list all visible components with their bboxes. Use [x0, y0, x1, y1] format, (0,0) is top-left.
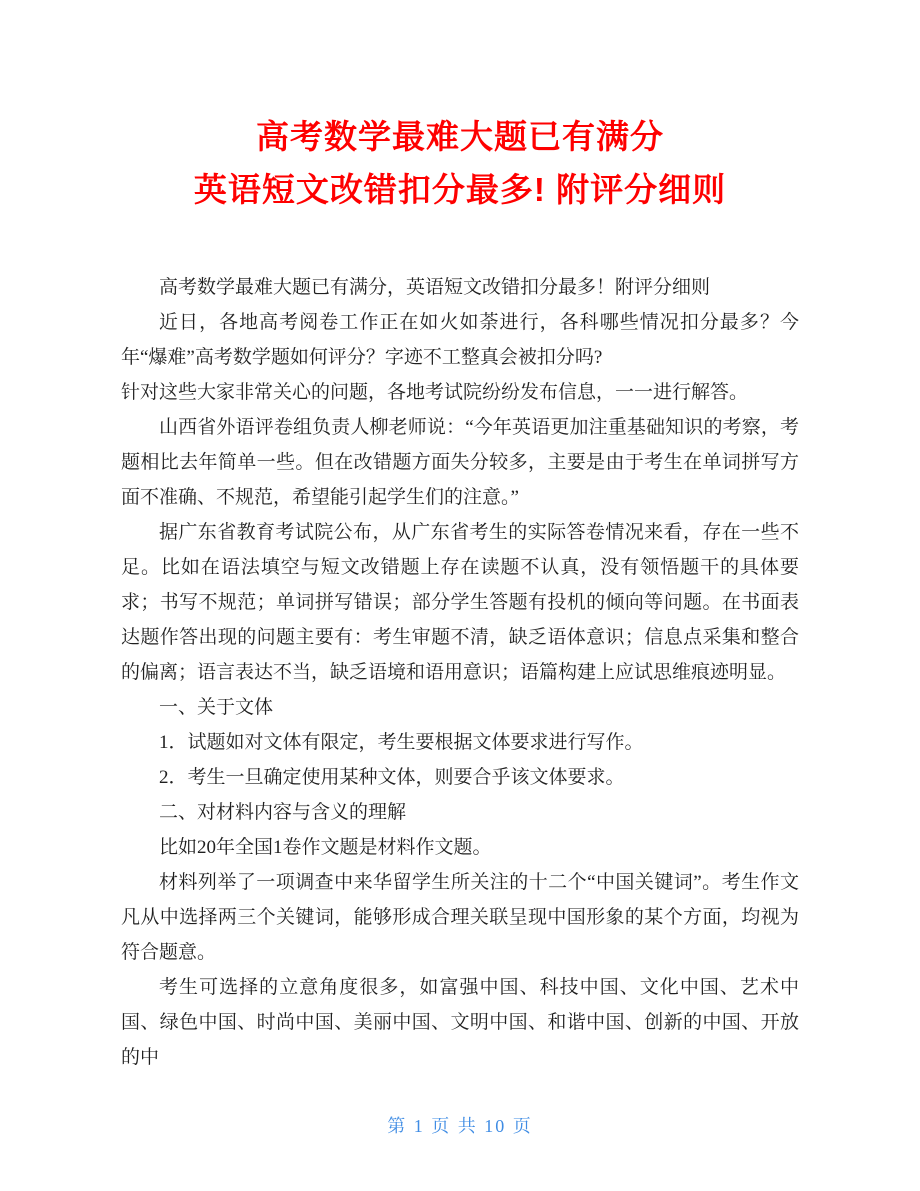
title-line-2: 英语短文改错扣分最多! 附评分细则	[193, 171, 727, 208]
section-heading-1: 一、关于文体	[159, 697, 274, 718]
paragraph-example: 比如20年全国1卷作文题是材料作文题。	[159, 837, 492, 858]
paragraph-keywords: 材料列举了一项调查中来华留学生所关注的十二个“中国关键词”。考生作文凡从中选择两三个关键词，能够形成合理关联呈现中国形象的某个方面，均视为符合题意。	[121, 872, 799, 963]
document-body	[0, 270, 920, 1075]
section-heading-2: 二、对材料内容与含义的理解	[159, 802, 407, 823]
list-item-2: 2．考生一旦确定使用某种文体，则要合乎该文体要求。	[159, 767, 625, 788]
list-item-1: 1．试题如对文体有限定，考生要根据文体要求进行写作。	[159, 732, 644, 753]
title-line-1: 高考数学最难大题已有满分	[256, 118, 664, 155]
paragraph-intro: 高考数学最难大题已有满分，英语短文改错扣分最多！附评分细则	[159, 277, 711, 298]
paragraph-news-lead: 近日，各地高考阅卷工作正在如火如荼进行，各科哪些情况扣分最多？今年“爆难”高考数学题如何评分？字迹不工整真会被扣分吗?	[121, 312, 799, 368]
page-footer	[0, 1112, 920, 1138]
paragraph-answer-note: 针对这些大家非常关心的问题，各地考试院纷纷发布信息，一一进行解答。	[121, 382, 749, 403]
page-number-indicator: 第 1 页 共 10 页	[387, 1116, 533, 1136]
paragraph-shanxi-quote: 山西省外语评卷组负责人柳老师说：“今年英语更加注重基础知识的考察，考题相比去年简单一些。但在改错题方面失分较多，主要是由于考生在单词拼写方面不准确、不规范，希望能引起学生们的注意。”	[121, 417, 799, 508]
paragraph-guangdong: 据广东省教育考试院公布，从广东省考生的实际答卷情况来看，存在一些不足。比如在语法填空与短文改错题上存在读题不认真，没有领悟题干的具体要求；书写不规范；单词拼写错误；部分学生答题有投机的倾向等问题。在书面表达题作答出现的问题主要有：考生审题不清，缺乏语体意识；信息点采集和整合的偏离；语言表达不当，缺乏语境和语用意识；语篇构建上应试思维痕迹明显。	[121, 522, 799, 683]
paragraph-angles: 考生可选择的立意角度很多，如富强中国、科技中国、文化中国、艺术中国、绿色中国、时尚中国、美丽中国、文明中国、和谐中国、创新的中国、开放的中	[121, 977, 799, 1068]
document-title	[0, 0, 920, 216]
